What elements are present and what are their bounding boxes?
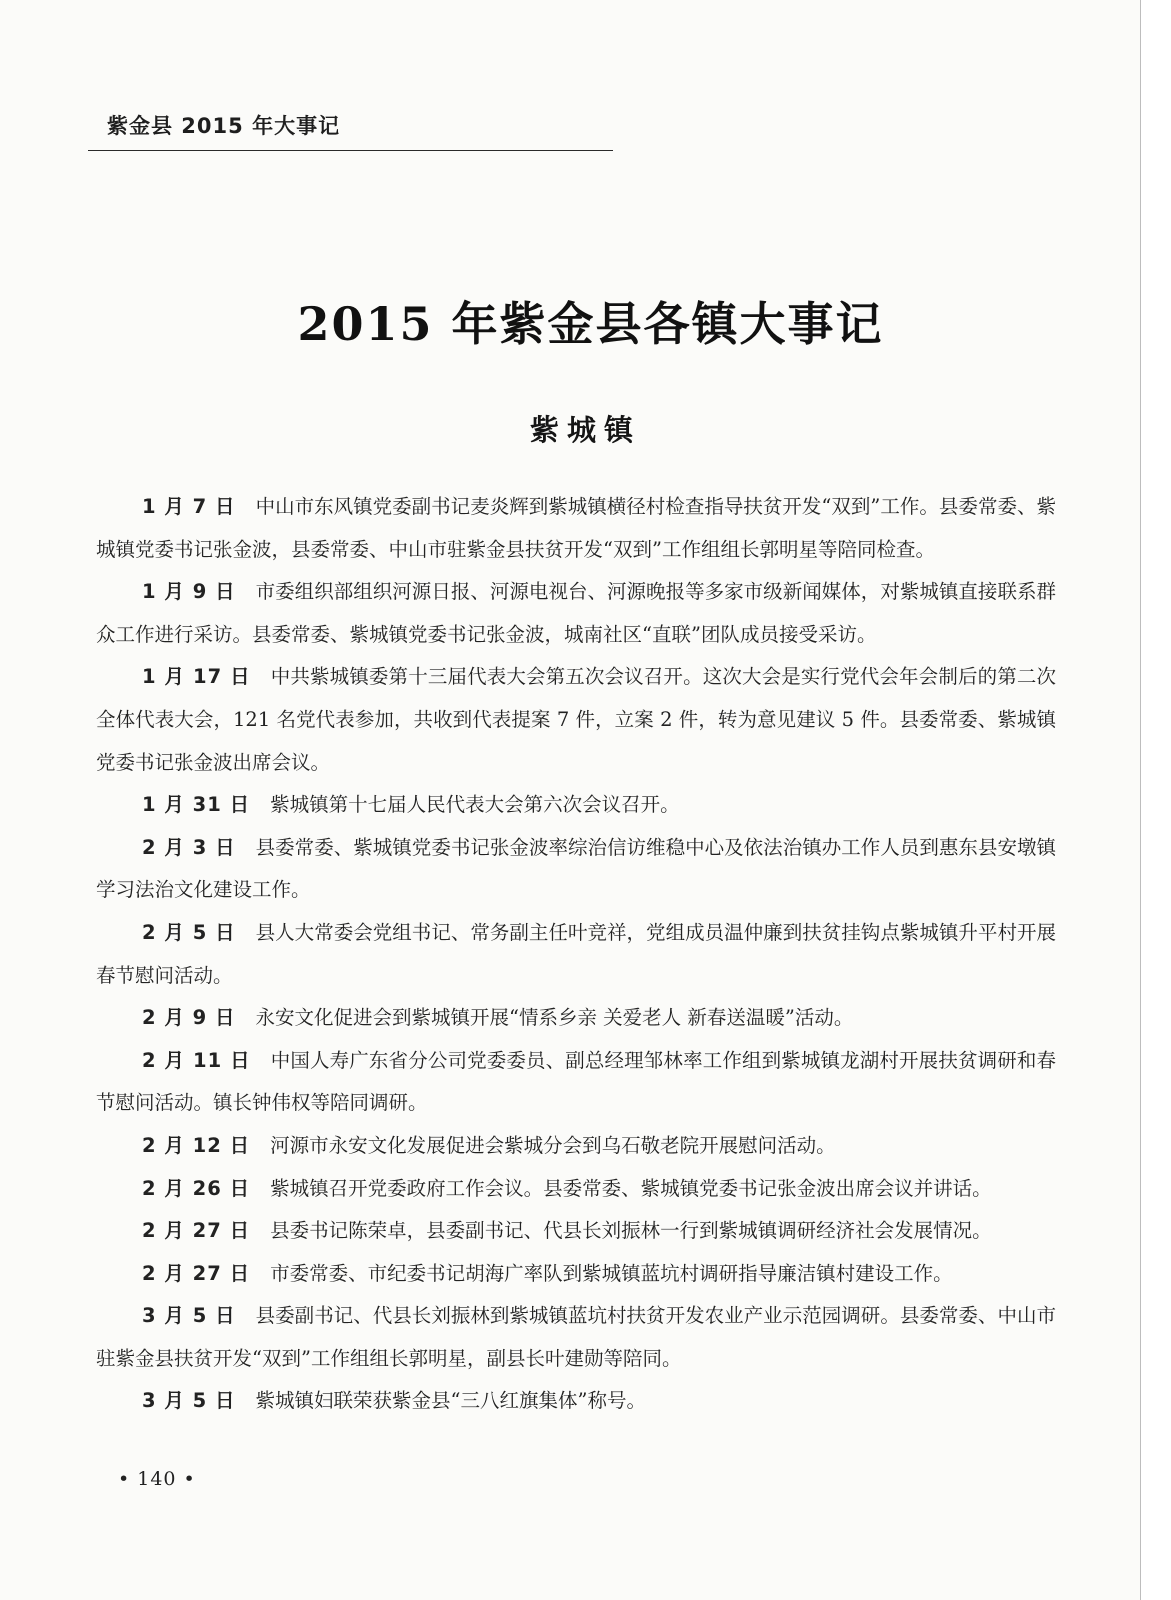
event-entry: [96, 656, 1056, 784]
document-title: 2015 年紫金县各镇大事记: [297, 297, 884, 351]
event-text: 县委书记陈荣卓，县委副书记、代县长刘振林一行到紫城镇调研经济社会发展情况。: [270, 1219, 992, 1243]
event-entry: [96, 1253, 1056, 1296]
event-text: 县委常委、紫城镇党委书记张金波率综治信访维稳中心及依法治镇办工作人员到惠东县安墩镇学习法治文化建设工作。: [96, 835, 1056, 902]
event-entry: [96, 1040, 1056, 1125]
event-text: 市委组织部组织河源日报、河源电视台、河源晚报等多家市级新闻媒体，对紫城镇直接联系群众工作进行采访。县委常委、紫城镇党委书记张金波，城南社区“直联”团队成员接受采访。: [96, 580, 1056, 646]
section-title: 紫城镇: [529, 413, 641, 447]
event-text: 河源市永安文化发展促进会紫城分会到乌石敬老院开展慰问活动。: [270, 1133, 836, 1157]
event-date: 2 月 5 日: [142, 920, 236, 944]
header-rule: [88, 150, 613, 151]
event-date: 1 月 7 日: [142, 495, 236, 518]
event-text: 永安文化促进会到紫城镇开展“情系乡亲 关爱老人 新春送温暖”活动。: [255, 1006, 854, 1030]
event-date: 2 月 12 日: [142, 1133, 251, 1157]
event-entry: [96, 1210, 1056, 1253]
event-text: 县人大常委会党组书记、常务副主任叶竞祥，党组成员温仲廉到扶贫挂钩点紫城镇升平村开展春节慰问活动。: [96, 920, 1056, 987]
event-date: 2 月 3 日: [142, 835, 236, 859]
event-entry: [96, 784, 1056, 827]
event-text: 县委副书记、代县长刘振林到紫城镇蓝坑村扶贫开发农业产业示范园调研。县委常委、中山市驻紫金县扶贫开发“双到”工作组组长郭明星，副县长叶建勋等陪同。: [96, 1304, 1056, 1370]
event-text: 中共紫城镇委第十三届代表大会第五次会议召开。这次大会是实行党代会年会制后的第二次全体代表大会，121 名党代表参加，共收到代表提案 7 件，立案 2 件，转为意见建议 5 件。县委常委、紫城镇党委书记张金波出席会议。: [96, 665, 1056, 774]
event-text: 紫城镇第十七届人民代表大会第六次会议召开。: [270, 793, 680, 817]
event-entry: [96, 486, 1056, 571]
running-head: 紫金县 2015 年大事记: [107, 114, 341, 138]
event-text: 紫城镇妇联荣获紫金县“三八红旗集体”称号。: [255, 1389, 646, 1413]
event-date: 3 月 5 日: [142, 1389, 236, 1413]
event-text: 中山市东风镇党委副书记麦炎辉到紫城镇横径村检查指导扶贫开发“双到”工作。县委常委、紫城镇党委书记张金波，县委常委、中山市驻紫金县扶贫开发“双到”工作组组长郭明星等陪同检查。: [96, 495, 1056, 561]
event-entry: [96, 1295, 1056, 1380]
event-date: 1 月 17 日: [142, 665, 251, 689]
scan-edge: [1140, 0, 1171, 1600]
event-entry: [96, 912, 1056, 997]
event-text: 紫城镇召开党委政府工作会议。县委常委、紫城镇党委书记张金波出席会议并讲话。: [270, 1176, 992, 1200]
event-date: 1 月 9 日: [142, 580, 236, 604]
event-date: 2 月 27 日: [142, 1261, 251, 1285]
event-date: 1 月 31 日: [142, 793, 251, 817]
event-date: 2 月 27 日: [142, 1219, 251, 1243]
event-entry: [96, 1380, 1056, 1423]
event-entry: [96, 571, 1056, 656]
event-date: 2 月 11 日: [142, 1048, 251, 1072]
event-text: 市委常委、市纪委书记胡海广率队到紫城镇蓝坑村调研指导廉洁镇村建设工作。: [270, 1261, 953, 1285]
event-list: [96, 486, 1056, 1423]
event-text: 中国人寿广东省分公司党委委员、副总经理邹林率工作组到紫城镇龙湖村开展扶贫调研和春节慰问活动。镇长钟伟权等陪同调研。: [96, 1048, 1056, 1115]
event-entry: [96, 997, 1056, 1040]
event-entry: [96, 827, 1056, 912]
event-date: 3 月 5 日: [142, 1304, 236, 1328]
event-date: 2 月 9 日: [142, 1006, 236, 1030]
event-entry: [96, 1125, 1056, 1168]
page-number: • 140 •: [118, 1468, 196, 1490]
event-entry: [96, 1168, 1056, 1211]
event-date: 2 月 26 日: [142, 1176, 251, 1200]
